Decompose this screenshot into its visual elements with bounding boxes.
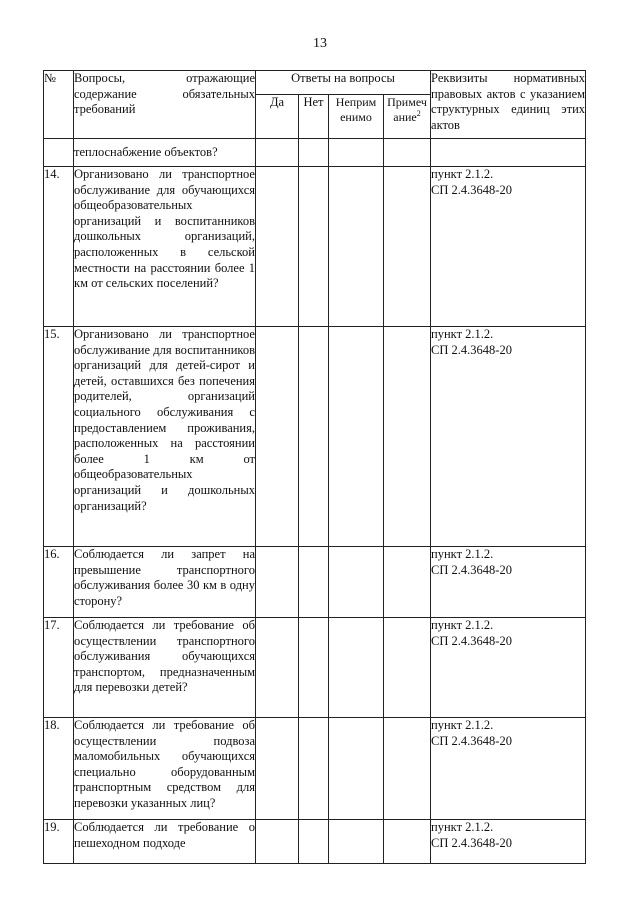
header-questions-label: Вопросы, отражающие содержание обязательных требований	[74, 71, 255, 117]
reference-act: СП 2.4.3648-20	[431, 182, 512, 197]
header-num-label: №	[44, 71, 56, 85]
header-yes	[256, 95, 299, 139]
header-na	[329, 95, 384, 139]
header-no-label: Нет	[303, 95, 324, 109]
header-refs-label: Реквизиты нормативных правовых актов с указанием структурных единиц этих актов	[431, 71, 586, 132]
row-number: 18.	[44, 718, 74, 820]
answer-cell-yes[interactable]	[256, 167, 299, 327]
table-row	[44, 820, 586, 864]
answer-cell-no[interactable]	[299, 820, 329, 864]
page-number: 13	[313, 36, 327, 51]
header-num	[44, 71, 74, 139]
answer-cell-na[interactable]	[329, 820, 384, 864]
answer-cell-yes[interactable]	[256, 820, 299, 864]
table-row	[44, 327, 586, 547]
answer-cell-yes[interactable]	[256, 547, 299, 618]
answer-cell-na[interactable]	[329, 718, 384, 820]
answer-cell-yes[interactable]	[256, 327, 299, 547]
row-reference	[431, 820, 586, 864]
row-question: Соблюдается ли требование о пешеходном подходе	[74, 820, 256, 864]
answer-cell-na[interactable]	[329, 167, 384, 327]
reference-clause: пункт 2.1.2.	[431, 820, 494, 834]
row-question: Соблюдается ли требование об осуществлении транспортного обслуживания обучающихся транспортом, предназначенным для перевозки детей?	[74, 618, 256, 718]
table-row	[44, 718, 586, 820]
answer-cell-no[interactable]	[299, 718, 329, 820]
reference-act: СП 2.4.3648-20	[431, 342, 512, 357]
header-row-top	[44, 71, 586, 95]
row-reference	[431, 327, 586, 547]
answer-cell-note[interactable]	[384, 327, 431, 547]
reference-clause: пункт 2.1.2.	[431, 327, 494, 341]
answer-cell-yes	[256, 139, 299, 167]
answer-cell-na	[329, 139, 384, 167]
answer-cell-no[interactable]	[299, 327, 329, 547]
continuation-num	[44, 139, 74, 167]
row-question: Соблюдается ли запрет на превышение транспортного обслуживания более 30 км в одну сторону?	[74, 547, 256, 618]
table-row	[44, 618, 586, 718]
header-na-label: Неприм енимо	[335, 95, 377, 124]
header-answers	[256, 71, 431, 95]
table-row	[44, 547, 586, 618]
answer-cell-na[interactable]	[329, 618, 384, 718]
answer-cell-yes[interactable]	[256, 618, 299, 718]
header-questions	[74, 71, 256, 139]
row-number: 15.	[44, 327, 74, 547]
answer-cell-no[interactable]	[299, 167, 329, 327]
answer-cell-note[interactable]	[384, 167, 431, 327]
row-number: 16.	[44, 547, 74, 618]
reference-clause: пункт 2.1.2.	[431, 547, 494, 561]
row-number: 17.	[44, 618, 74, 718]
header-refs	[431, 71, 586, 139]
header-note	[384, 95, 431, 139]
header-yes-label: Да	[269, 95, 285, 109]
table-row	[44, 167, 586, 327]
row-question: Организовано ли транспортное обслуживание для обучающихся общеобразовательных организаций и воспитанников дошкольных организаций, расположенных в сельской местности на расстоянии более 1 км от сельских поселений?	[74, 167, 256, 327]
continuation-row	[44, 139, 586, 167]
header-answers-label: Ответы на вопросы	[291, 71, 395, 85]
ref-cell-empty	[431, 139, 586, 167]
row-question: Соблюдается ли требование об осуществлении подвоза маломобильных обучающихся специально оборудованным транспортным средством для перевозки указанных лиц?	[74, 718, 256, 820]
row-number: 14.	[44, 167, 74, 327]
reference-act: СП 2.4.3648-20	[431, 633, 512, 648]
reference-act: СП 2.4.3648-20	[431, 835, 512, 850]
reference-act: СП 2.4.3648-20	[431, 733, 512, 748]
answer-cell-note[interactable]	[384, 820, 431, 864]
answer-cell-no[interactable]	[299, 618, 329, 718]
checklist-table	[43, 70, 586, 864]
answer-cell-no[interactable]	[299, 547, 329, 618]
reference-clause: пункт 2.1.2.	[431, 718, 494, 732]
continuation-label: теплоснабжение объектов?	[74, 145, 218, 159]
answer-cell-no	[299, 139, 329, 167]
row-reference	[431, 718, 586, 820]
row-reference	[431, 618, 586, 718]
answer-cell-note	[384, 139, 431, 167]
header-no	[299, 95, 329, 139]
answer-cell-note[interactable]	[384, 618, 431, 718]
answer-cell-note[interactable]	[384, 547, 431, 618]
answer-cell-yes[interactable]	[256, 718, 299, 820]
answer-cell-na[interactable]	[329, 327, 384, 547]
row-reference	[431, 167, 586, 327]
header-note-label: Примеч ание	[387, 95, 427, 124]
row-question: Организовано ли транспортное обслуживание для воспитанников организаций для детей-сирот и детей, оставшихся без попечения родителей, организаций социального обслуживания с предоставлением проживания, расположенных на расстоянии более 1 км от общеобразовательных организаций и дошкольных организаций?	[74, 327, 256, 547]
answer-cell-na[interactable]	[329, 547, 384, 618]
row-number: 19.	[44, 820, 74, 864]
header-note-footnote: 2	[416, 109, 421, 118]
reference-clause: пункт 2.1.2.	[431, 618, 494, 632]
reference-clause: пункт 2.1.2.	[431, 167, 494, 181]
reference-act: СП 2.4.3648-20	[431, 562, 512, 577]
row-reference	[431, 547, 586, 618]
answer-cell-note[interactable]	[384, 718, 431, 820]
continuation-text	[74, 139, 256, 167]
